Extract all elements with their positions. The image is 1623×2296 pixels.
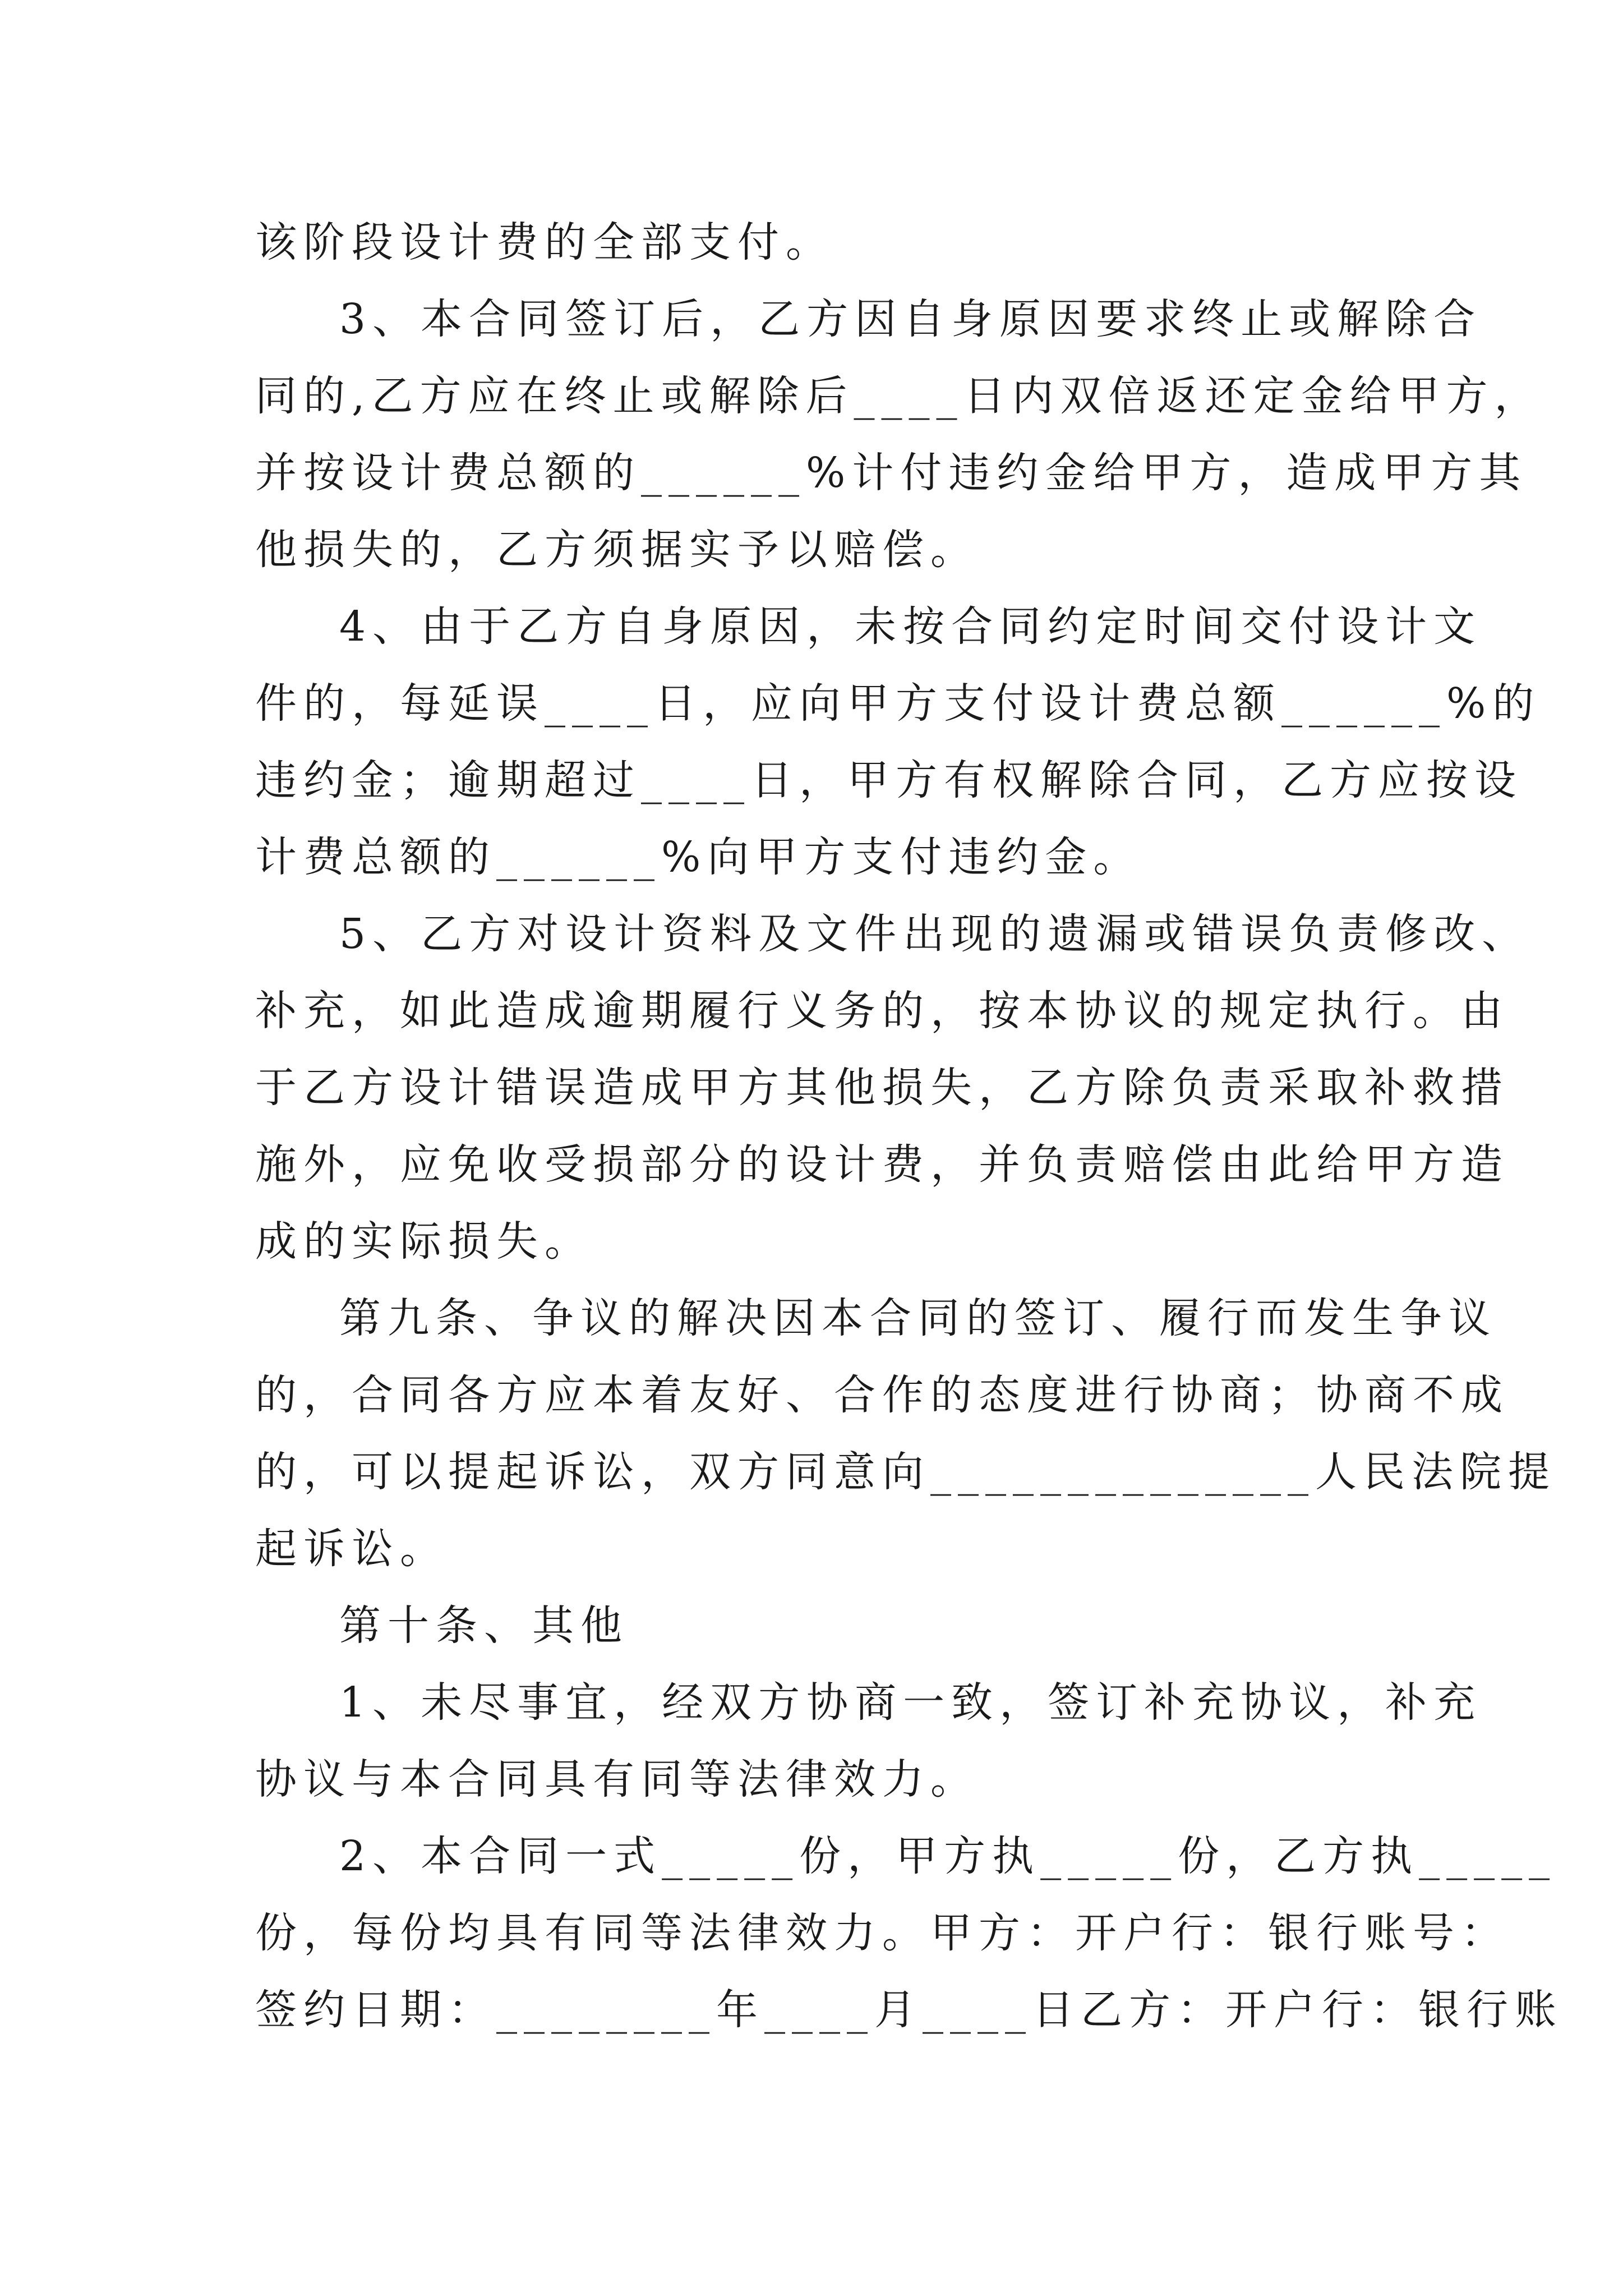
paragraph-line: 施外，应免收受损部分的设计费，并负责赔偿由此给甲方造 (255, 1140, 1509, 1189)
section-heading: 第十条、其他 (339, 1602, 629, 1650)
paragraph-line: 4、由于乙方自身原因，未按合同约定时间交付设计文 (339, 602, 1482, 651)
paragraph-line: 于乙方设计错误造成甲方其他损失，乙方除负责采取补救措 (255, 1064, 1509, 1112)
paragraph-line: 件的，每延误____日，应向甲方支付设计费总额______%的 (255, 679, 1541, 728)
paragraph-line: 补充，如此造成逾期履行义务的，按本协议的规定执行。由 (255, 987, 1509, 1035)
paragraph-line: 的，可以提起诉讼，双方同意向______________人民法院提 (255, 1448, 1556, 1496)
paragraph-line: 第九条、争议的解决因本合同的签订、履行而发生争议 (339, 1294, 1497, 1342)
paragraph-line: 该阶段设计费的全部支付。 (255, 218, 834, 266)
paragraph-line: 违约金；逾期超过____日，甲方有权解除合同，乙方应按设 (255, 756, 1523, 804)
paragraph-line: 1、未尽事宜，经双方协商一致，签订补充协议，补充 (339, 1678, 1482, 1727)
paragraph-line: 3、本合同签订后，乙方因自身原因要求终止或解除合 (339, 295, 1482, 343)
paragraph-line: 5、乙方对设计资料及文件出现的遗漏或错误负责修改、 (339, 910, 1530, 958)
paragraph-line: 签约日期：________年____月____日乙方：开户行：银行账 (255, 1986, 1563, 2034)
paragraph-line: 起诉讼。 (255, 1525, 448, 1573)
paragraph-line: 计费总额的______%向甲方支付违约金。 (255, 833, 1142, 881)
paragraph-line: 并按设计费总额的______%计付违约金给甲方，造成甲方其 (255, 449, 1528, 497)
paragraph-line: 份，每份均具有同等法律效力。甲方：开户行：银行账号： (255, 1909, 1509, 1957)
paragraph-line: 的，合同各方应本着友好、合作的态度进行协商；协商不成 (255, 1371, 1509, 1419)
paragraph-line: 同的,乙方应在终止或解除后____日内双倍返还定金给甲方， (255, 372, 1543, 420)
paragraph-line: 2、本合同一式_____份，甲方执_____份，乙方执_____ (339, 1832, 1557, 1880)
paragraph-line: 协议与本合同具有同等法律效力。 (255, 1755, 979, 1803)
paragraph-line: 成的实际损失。 (255, 1217, 593, 1266)
paragraph-line: 他损失的，乙方须据实予以赔偿。 (255, 526, 979, 574)
